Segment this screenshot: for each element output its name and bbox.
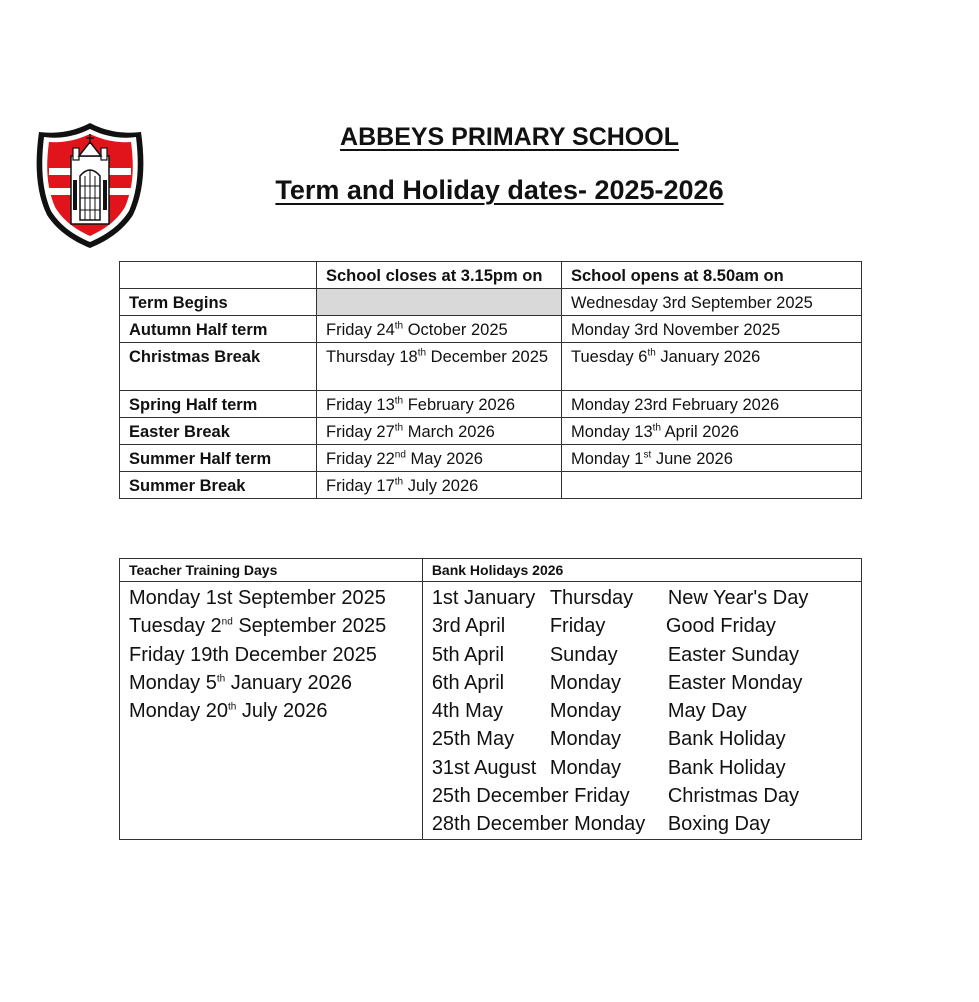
term-label: Autumn Half term [120, 316, 317, 343]
list-item: 5th April Sunday Easter Sunday [431, 643, 800, 666]
list-item: Monday 5th January 2026 [129, 671, 352, 694]
term-label: Summer Break [120, 472, 317, 499]
opens-cell: Monday 23rd February 2026 [562, 391, 862, 418]
table-row [120, 289, 862, 316]
list-item: 25th December Friday Christmas Day [431, 785, 799, 808]
list-item: 6th April Monday Easter Monday [431, 671, 803, 694]
list-item: 4th May Monday May Day [431, 700, 747, 723]
list-item: 3rd April Friday Good Friday [431, 615, 776, 638]
training-and-bank-holidays-table [119, 558, 862, 840]
list-item: Friday 19th December 2025 [129, 643, 377, 666]
list-item: Monday 20th July 2026 [129, 700, 328, 723]
list-item: 1st January Thursday New Year's Day [431, 587, 809, 609]
term-label: Summer Half term [120, 445, 317, 472]
term-dates-table [119, 261, 862, 499]
list-item: Monday 1st September 2025 [129, 587, 386, 609]
training-days-heading: Teacher Training Days [120, 559, 423, 582]
closes-cell: Friday 24th October 2025 [317, 316, 562, 343]
table-row [120, 418, 862, 445]
table-row [120, 391, 862, 418]
closes-cell: Friday 13th February 2026 [317, 391, 562, 418]
header-cell-opens: School opens at 8.50am on [562, 262, 862, 289]
closes-cell: Thursday 18th December 2025 [317, 343, 562, 391]
list-item: 31st August Monday Bank Holiday [431, 756, 786, 779]
opens-cell: Monday 3rd November 2025 [562, 316, 862, 343]
term-label: Spring Half term [120, 391, 317, 418]
header-cell-closes: School closes at 3.15pm on [317, 262, 562, 289]
table-row [120, 472, 862, 499]
term-label: Christmas Break [120, 343, 317, 391]
closes-cell: Friday 17th July 2026 [317, 472, 562, 499]
opens-cell: Wednesday 3rd September 2025 [562, 289, 862, 316]
table-row [120, 316, 862, 343]
closes-cell: Friday 22nd May 2026 [317, 445, 562, 472]
opens-cell: Tuesday 6th January 2026 [562, 343, 862, 391]
page-title: Term and Holiday dates- 2025-2026 [275, 175, 724, 205]
opens-cell: Monday 13th April 2026 [562, 418, 862, 445]
closes-cell: Friday 27th March 2026 [317, 418, 562, 445]
closes-cell [317, 289, 562, 316]
list-item: 25th May Monday Bank Holiday [431, 728, 786, 751]
opens-cell: Monday 1st June 2026 [562, 445, 862, 472]
header-cell-empty [120, 262, 317, 289]
training-days-list [120, 582, 423, 840]
table-header-row [120, 559, 862, 582]
list-item: 28th December Monday Boxing Day [431, 813, 771, 836]
table-row [120, 343, 862, 391]
list-item: Tuesday 2nd September 2025 [129, 615, 387, 638]
bank-holidays-heading: Bank Holidays 2026 [422, 559, 861, 582]
table-row [120, 445, 862, 472]
opens-cell [562, 472, 862, 499]
term-label: Easter Break [120, 418, 317, 445]
bank-holidays-list [422, 582, 861, 840]
term-label: Term Begins [120, 289, 317, 316]
table-row [120, 582, 862, 840]
table-header-row [120, 262, 862, 289]
school-name: ABBEYS PRIMARY SCHOOL [340, 123, 679, 151]
